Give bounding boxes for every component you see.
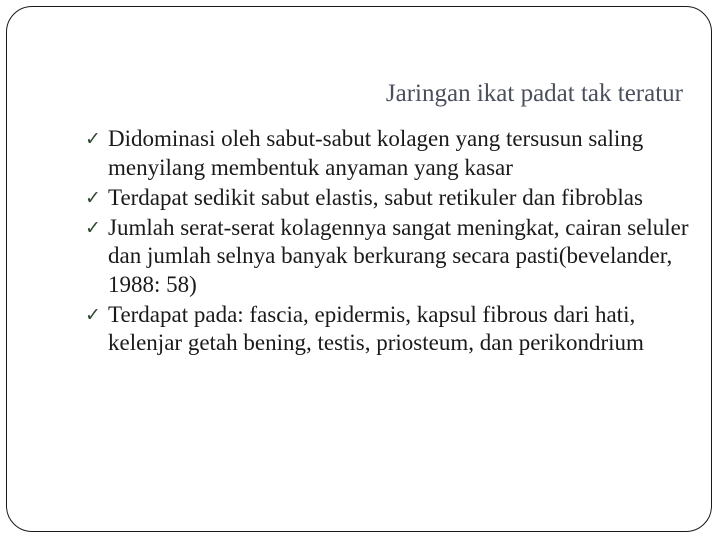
bullet-text: Terdapat pada: fascia, epidermis, kapsul fibrous dari hati, kelenjar getah bening, testis, priosteum, dan perikondrium — [108, 301, 644, 355]
bullet-text: Jumlah serat-serat kolagennya sangat meningkat, cairan seluler dan jumlah selnya banyak berkurang secara pasti(bevelander, 1988: 58) — [108, 214, 689, 297]
bullet-item — [85, 184, 695, 213]
bullet-text: Terdapat sedikit sabut elastis, sabut retikuler dan fibroblas — [108, 184, 643, 210]
bullet-list — [85, 125, 695, 359]
check-icon: ✓ — [85, 128, 101, 150]
bullet-item — [85, 125, 695, 182]
bullet-item — [85, 301, 695, 358]
bullet-item — [85, 214, 695, 300]
bullet-text: Didominasi oleh sabut-sabut kolagen yang tersusun saling menyilang membentuk anyaman yang kasar — [108, 126, 644, 180]
check-icon: ✓ — [85, 186, 101, 209]
check-icon: ✓ — [85, 216, 101, 239]
slide-frame — [6, 6, 712, 532]
check-icon: ✓ — [85, 303, 101, 326]
slide-title: Jaringan ikat padat tak teratur — [385, 80, 683, 107]
